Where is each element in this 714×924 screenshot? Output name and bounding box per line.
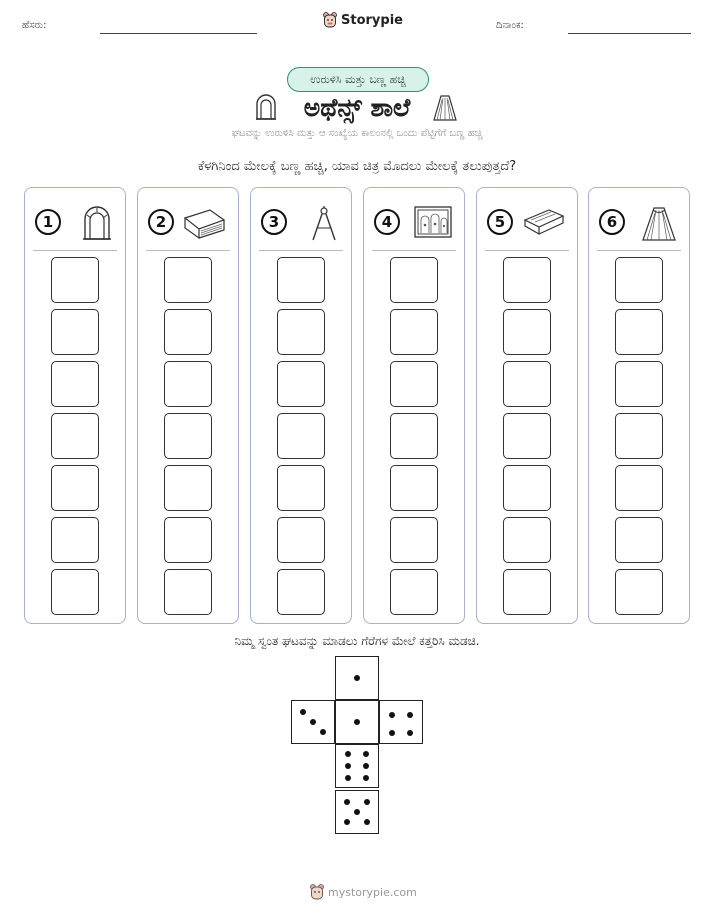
color-box[interactable] xyxy=(503,309,551,355)
column-divider xyxy=(146,250,230,251)
pip xyxy=(364,819,370,825)
brand-name: Storypie xyxy=(341,12,403,28)
color-box[interactable] xyxy=(503,465,551,511)
pip xyxy=(344,819,350,825)
color-box[interactable] xyxy=(164,413,212,459)
column-divider xyxy=(33,250,117,251)
date-line xyxy=(568,33,691,34)
column-number: 1 xyxy=(35,209,61,235)
storypie-mascot-icon xyxy=(310,884,324,900)
compass-icon xyxy=(309,206,339,242)
color-box[interactable] xyxy=(51,257,99,303)
footer xyxy=(310,884,417,900)
question: ಕೆಳಗಿನಿಂದ ಮೇಲಕ್ಕೆ ಬಣ್ಣ ಹಚ್ಚಿ, ಯಾವ ಚಿತ್ರ ಮೊದಲು ಮೇಲಕ್ಕೆ ತಲುಪುತ್ತದೆ? xyxy=(197,159,517,174)
pip xyxy=(354,809,360,815)
dice-face-3 xyxy=(291,700,335,744)
pip xyxy=(320,729,326,735)
column-divider xyxy=(485,250,569,251)
column-6 xyxy=(588,187,690,624)
column-5 xyxy=(476,187,578,624)
column-number: 5 xyxy=(487,209,513,235)
color-box[interactable] xyxy=(164,569,212,615)
column-divider xyxy=(372,250,456,251)
activity-pill: ಉರುಳಿಸಿ ಮತ್ತು ಬಣ್ಣ ಹಚ್ಚಿ xyxy=(287,67,429,92)
color-box[interactable] xyxy=(51,569,99,615)
column-divider xyxy=(597,250,681,251)
color-box[interactable] xyxy=(164,465,212,511)
color-box[interactable] xyxy=(390,257,438,303)
color-box[interactable] xyxy=(615,257,663,303)
pip xyxy=(300,709,306,715)
pip xyxy=(363,775,369,781)
column-4 xyxy=(363,187,465,624)
subtitle: ಘಟವನ್ನು ಉರುಳಿಸಿ ಮತ್ತು ಆ ಸಂಖ್ಯೆಯ ಕಾಲಂನಲ್ಲಿ ಒಂದು ಪೆಟ್ಟಿಗೆಗೆ ಬಣ್ಣ ಹಚ್ಚಿ xyxy=(231,128,483,139)
pip xyxy=(345,763,351,769)
color-box[interactable] xyxy=(164,309,212,355)
cloak-icon xyxy=(432,94,458,122)
pip xyxy=(354,675,360,681)
dice-face-1 xyxy=(335,700,379,744)
column-number: 6 xyxy=(599,209,625,235)
dice-face-6 xyxy=(335,744,379,788)
color-box[interactable] xyxy=(390,517,438,563)
color-box[interactable] xyxy=(277,413,325,459)
color-box[interactable] xyxy=(390,413,438,459)
pip xyxy=(407,730,413,736)
name-line xyxy=(100,33,257,34)
color-box[interactable] xyxy=(615,517,663,563)
column-number: 4 xyxy=(374,209,400,235)
date-label: ದಿನಾಂಕ: xyxy=(496,20,524,31)
fresco-painting-icon xyxy=(414,206,452,238)
color-box[interactable] xyxy=(615,361,663,407)
color-box[interactable] xyxy=(277,257,325,303)
pip xyxy=(407,712,413,718)
color-box[interactable] xyxy=(51,309,99,355)
color-box[interactable] xyxy=(277,465,325,511)
color-box[interactable] xyxy=(51,361,99,407)
dice-face-4 xyxy=(379,700,423,744)
color-box[interactable] xyxy=(164,517,212,563)
arch-window-icon xyxy=(81,206,113,240)
color-box[interactable] xyxy=(615,465,663,511)
brand-logo xyxy=(323,12,403,28)
color-box[interactable] xyxy=(503,569,551,615)
color-box[interactable] xyxy=(51,517,99,563)
color-box[interactable] xyxy=(390,361,438,407)
pip xyxy=(344,799,350,805)
storypie-mascot-icon xyxy=(323,12,337,28)
color-box[interactable] xyxy=(164,361,212,407)
column-number: 3 xyxy=(261,209,287,235)
color-box[interactable] xyxy=(503,517,551,563)
page-title: ಅಥೆನ್ಸ್ ಶಾಲೆ xyxy=(303,93,411,122)
dice-face-1 xyxy=(335,656,379,700)
color-box[interactable] xyxy=(390,465,438,511)
color-box[interactable] xyxy=(51,465,99,511)
color-box[interactable] xyxy=(164,257,212,303)
color-box[interactable] xyxy=(390,309,438,355)
color-box[interactable] xyxy=(503,361,551,407)
color-box[interactable] xyxy=(390,569,438,615)
pip xyxy=(345,775,351,781)
column-divider xyxy=(259,250,343,251)
color-box[interactable] xyxy=(503,257,551,303)
column-1 xyxy=(24,187,126,624)
pip xyxy=(354,719,360,725)
tablet-icon xyxy=(523,206,565,236)
cut-fold-instruction: ನಿಮ್ಮ ಸ್ವಂತ ಘಟವನ್ನು ಮಾಡಲು ಗೆರೆಗಳ ಮೇಲೆ ಕತ್ತರಿಸಿ ಮಡಚಿ. xyxy=(234,634,480,648)
column-3 xyxy=(250,187,352,624)
pip xyxy=(310,719,316,725)
color-box[interactable] xyxy=(277,569,325,615)
pip xyxy=(363,763,369,769)
column-2 xyxy=(137,187,239,624)
dice-face-5 xyxy=(335,790,379,834)
color-box[interactable] xyxy=(615,413,663,459)
pip xyxy=(364,799,370,805)
pip xyxy=(389,730,395,736)
color-box[interactable] xyxy=(615,569,663,615)
color-box[interactable] xyxy=(277,309,325,355)
pip xyxy=(345,751,351,757)
color-box[interactable] xyxy=(615,309,663,355)
color-box[interactable] xyxy=(51,413,99,459)
book-icon xyxy=(182,206,226,240)
footer-url[interactable]: mystorypie.com xyxy=(328,885,417,899)
column-number: 2 xyxy=(148,209,174,235)
name-label: ಹೆಸರು: xyxy=(22,20,47,31)
color-box[interactable] xyxy=(277,361,325,407)
pip xyxy=(363,751,369,757)
color-box[interactable] xyxy=(503,413,551,459)
color-box[interactable] xyxy=(277,517,325,563)
pip xyxy=(389,712,395,718)
cloak-icon xyxy=(641,206,677,242)
